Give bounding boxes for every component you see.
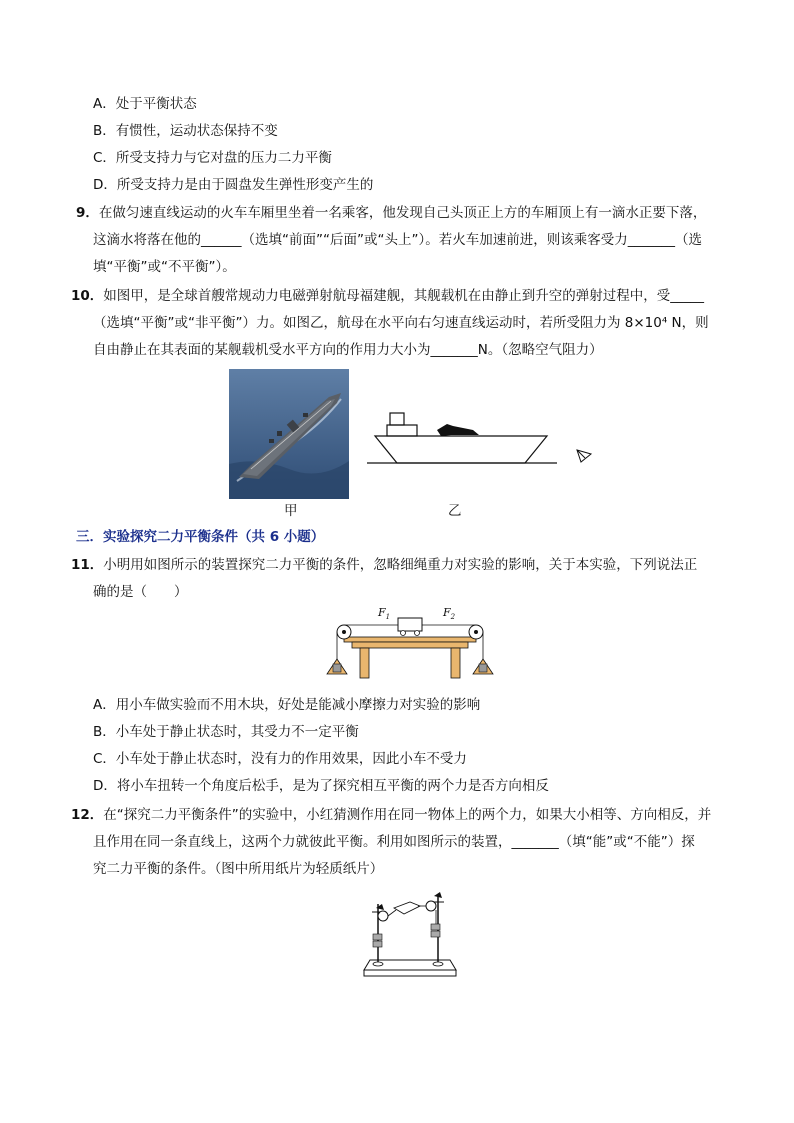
section-3-heading: 三．实验探究二力平衡条件（共 6 小题） xyxy=(76,529,325,545)
q8-option-d: D．所受支持力是由于圆盘发生弹性形变产生的 xyxy=(93,177,374,193)
ship-diagram xyxy=(365,408,600,470)
q11-option-a: A．用小车做实验而不用木块，好处是能减小摩擦力对实验的影响 xyxy=(93,697,481,713)
cart-pulley-svg xyxy=(322,604,497,686)
q11-option-b: B．小车处于静止状态时，其受力不一定平衡 xyxy=(93,724,359,740)
q8-option-b: B．有惯性，运动状态保持不变 xyxy=(93,123,278,139)
ship-diagram-svg xyxy=(365,408,600,470)
force-f1-letter: F xyxy=(378,606,386,619)
q12-line2: 且作用在同一条直线上，这两个力就彼此平衡。利用如图所示的装置，_______（填“能”或“不能”）探 xyxy=(93,834,695,850)
q10-line3: 自由静止在其表面的某舰载机受水平方向的作用力大小为_______N。（忽略空气阻力） xyxy=(93,342,603,358)
q8-option-c: C．所受支持力与它对盘的压力二力平衡 xyxy=(93,150,332,166)
q9-number: 9． xyxy=(76,205,99,221)
q9-line1: 在做匀速直线运动的火车车厢里坐着一名乘客，他发现自己头顶正上方的车厢顶上有一滴水正要下落， xyxy=(98,205,707,221)
force-f2-subscript: 2 xyxy=(450,613,456,621)
q11-line2: 确的是（ ） xyxy=(93,584,188,600)
q12-text-line1 xyxy=(71,806,711,824)
q11-option-c: C．小车处于静止状态时，没有力的作用效果，因此小车不受力 xyxy=(93,751,467,767)
carrier-photo xyxy=(229,369,349,499)
q11-option-d: D．将小车扭转一个角度后松手，是为了探究相互平衡的两个力是否方向相反 xyxy=(93,778,549,794)
force-f2-label xyxy=(442,606,456,621)
force-f2-letter: F xyxy=(443,606,451,619)
q10-line2: （选填“平衡”或“非平衡”）力。如图乙，航母在水平向右匀速直线运动时，若所受阻力为 8×10⁴ N，则 xyxy=(93,315,709,331)
q12-line3: 究二力平衡的条件。（图中所用纸片为轻质纸片） xyxy=(93,861,384,877)
paper-card-apparatus xyxy=(358,886,458,980)
q9-line3: 填“平衡”或“不平衡”）。 xyxy=(93,259,236,275)
q12-line1: 在“探究二力平衡条件”的实验中，小红猜测作用在同一物体上的两个力，如果大小相等、方向相反，并 xyxy=(103,807,712,823)
q9-text-line1 xyxy=(76,204,706,222)
carrier-photo-svg xyxy=(229,369,349,499)
q10-text-line1 xyxy=(71,287,704,305)
paper-card-svg xyxy=(358,886,458,980)
q10-line1: 如图甲，是全球首艘常规动力电磁弹射航母福建舰，其舰载机在由静止到升空的弹射过程中，受_____ xyxy=(103,288,705,304)
figure-label-yi: 乙 xyxy=(448,503,462,519)
q8-option-a: A．处于平衡状态 xyxy=(93,96,197,112)
q11-text-line1 xyxy=(71,556,697,574)
figure-label-jia: 甲 xyxy=(284,503,298,519)
force-f1-label xyxy=(377,606,390,621)
q9-line2: 这滴水将落在他的______（选填“前面”“后面”或“头上”）。若火车加速前进，则该乘客受力_______（选 xyxy=(93,232,702,248)
q12-number: 12． xyxy=(71,807,104,823)
force-f1-subscript: 1 xyxy=(385,613,391,621)
q10-number: 10． xyxy=(71,288,104,304)
q11-number: 11． xyxy=(71,557,104,573)
q11-line1: 小明用如图所示的装置探究二力平衡的条件，忽略细绳重力对实验的影响，关于本实验，下列说法正 xyxy=(103,557,698,573)
cart-pulley-diagram xyxy=(322,604,497,686)
